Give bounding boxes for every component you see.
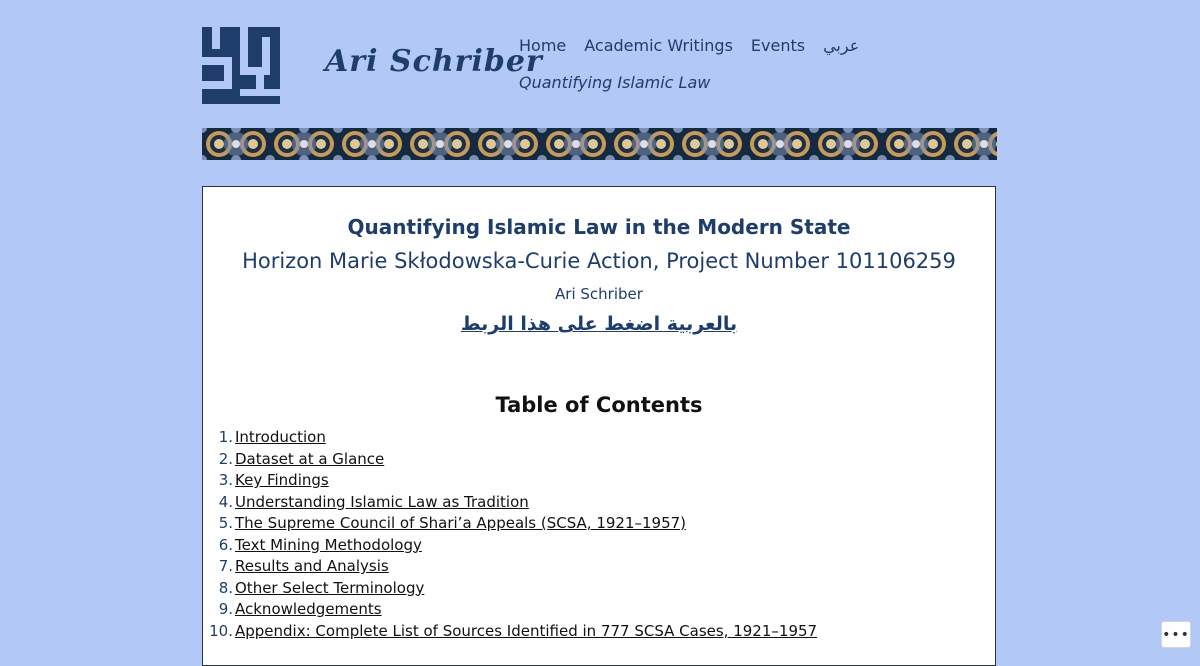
toc-item [203, 535, 817, 557]
toc-number: 8. [218, 578, 233, 597]
more-options-icon: ••• [1162, 626, 1190, 643]
main-content [202, 186, 996, 666]
nav-academic-writings[interactable]: Academic Writings [584, 35, 733, 55]
toc-link-dataset[interactable]: Dataset at a Glance [235, 449, 385, 468]
arabic-version-link[interactable]: بالعربية اضغط على هذا الربط [460, 313, 738, 335]
toc-item [203, 556, 817, 578]
nav-events[interactable]: Events [750, 35, 806, 55]
toc-item [203, 621, 817, 643]
mosaic-banner [202, 128, 997, 160]
toc-number: 6. [218, 535, 233, 554]
toc-item [203, 470, 817, 492]
toc-item [203, 492, 817, 514]
toc-link-introduction[interactable]: Introduction [235, 428, 326, 446]
more-options-button[interactable] [1161, 621, 1191, 648]
toc-number: 10. [209, 621, 233, 640]
toc-link-results[interactable]: Results and Analysis [235, 557, 389, 575]
toc-number: 3. [218, 471, 233, 489]
toc-item [203, 427, 817, 449]
toc-link-text-mining[interactable]: Text Mining Methodology [235, 535, 422, 554]
toc-number: 9. [218, 600, 233, 618]
nav-arabic[interactable]: عربي [823, 35, 860, 55]
toc-number: 2. [218, 449, 233, 468]
page-title: Quantifying Islamic Law in the Modern State [347, 215, 851, 239]
toc-link-appendix[interactable]: Appendix: Complete List of Sources Identified in 777 SCSA Cases, 1921–1957 [235, 621, 818, 640]
toc-number: 7. [218, 557, 233, 575]
toc-item [203, 578, 817, 600]
main-nav [519, 33, 859, 92]
nav-quantifying-islamic-law[interactable]: Quantifying Islamic Law [519, 73, 711, 92]
toc-number: 4. [218, 492, 233, 511]
site-title[interactable]: Ari Schriber [325, 44, 543, 79]
toc-link-scsa[interactable]: The Supreme Council of Shari’a Appeals (SCSA, 1921–1957) [235, 514, 687, 532]
page-subtitle: Horizon Marie Skłodowska-Curie Action, Project Number 101106259 [242, 249, 956, 273]
author-name: Ari Schriber [555, 285, 643, 303]
table-of-contents [203, 427, 817, 642]
toc-link-key-findings[interactable]: Key Findings [235, 471, 329, 489]
kufic-square-logo-icon[interactable] [202, 27, 280, 104]
toc-item [203, 449, 817, 471]
toc-number: 1. [218, 428, 233, 446]
toc-heading: Table of Contents [495, 393, 703, 417]
toc-item [203, 599, 817, 621]
toc-number: 5. [218, 514, 233, 532]
nav-home[interactable]: Home [519, 35, 567, 55]
toc-link-acknowledgements[interactable]: Acknowledgements [235, 600, 382, 618]
toc-item [203, 513, 817, 535]
toc-link-terminology[interactable]: Other Select Terminology [235, 578, 425, 597]
toc-link-understanding-islamic-law[interactable]: Understanding Islamic Law as Tradition [235, 492, 529, 511]
